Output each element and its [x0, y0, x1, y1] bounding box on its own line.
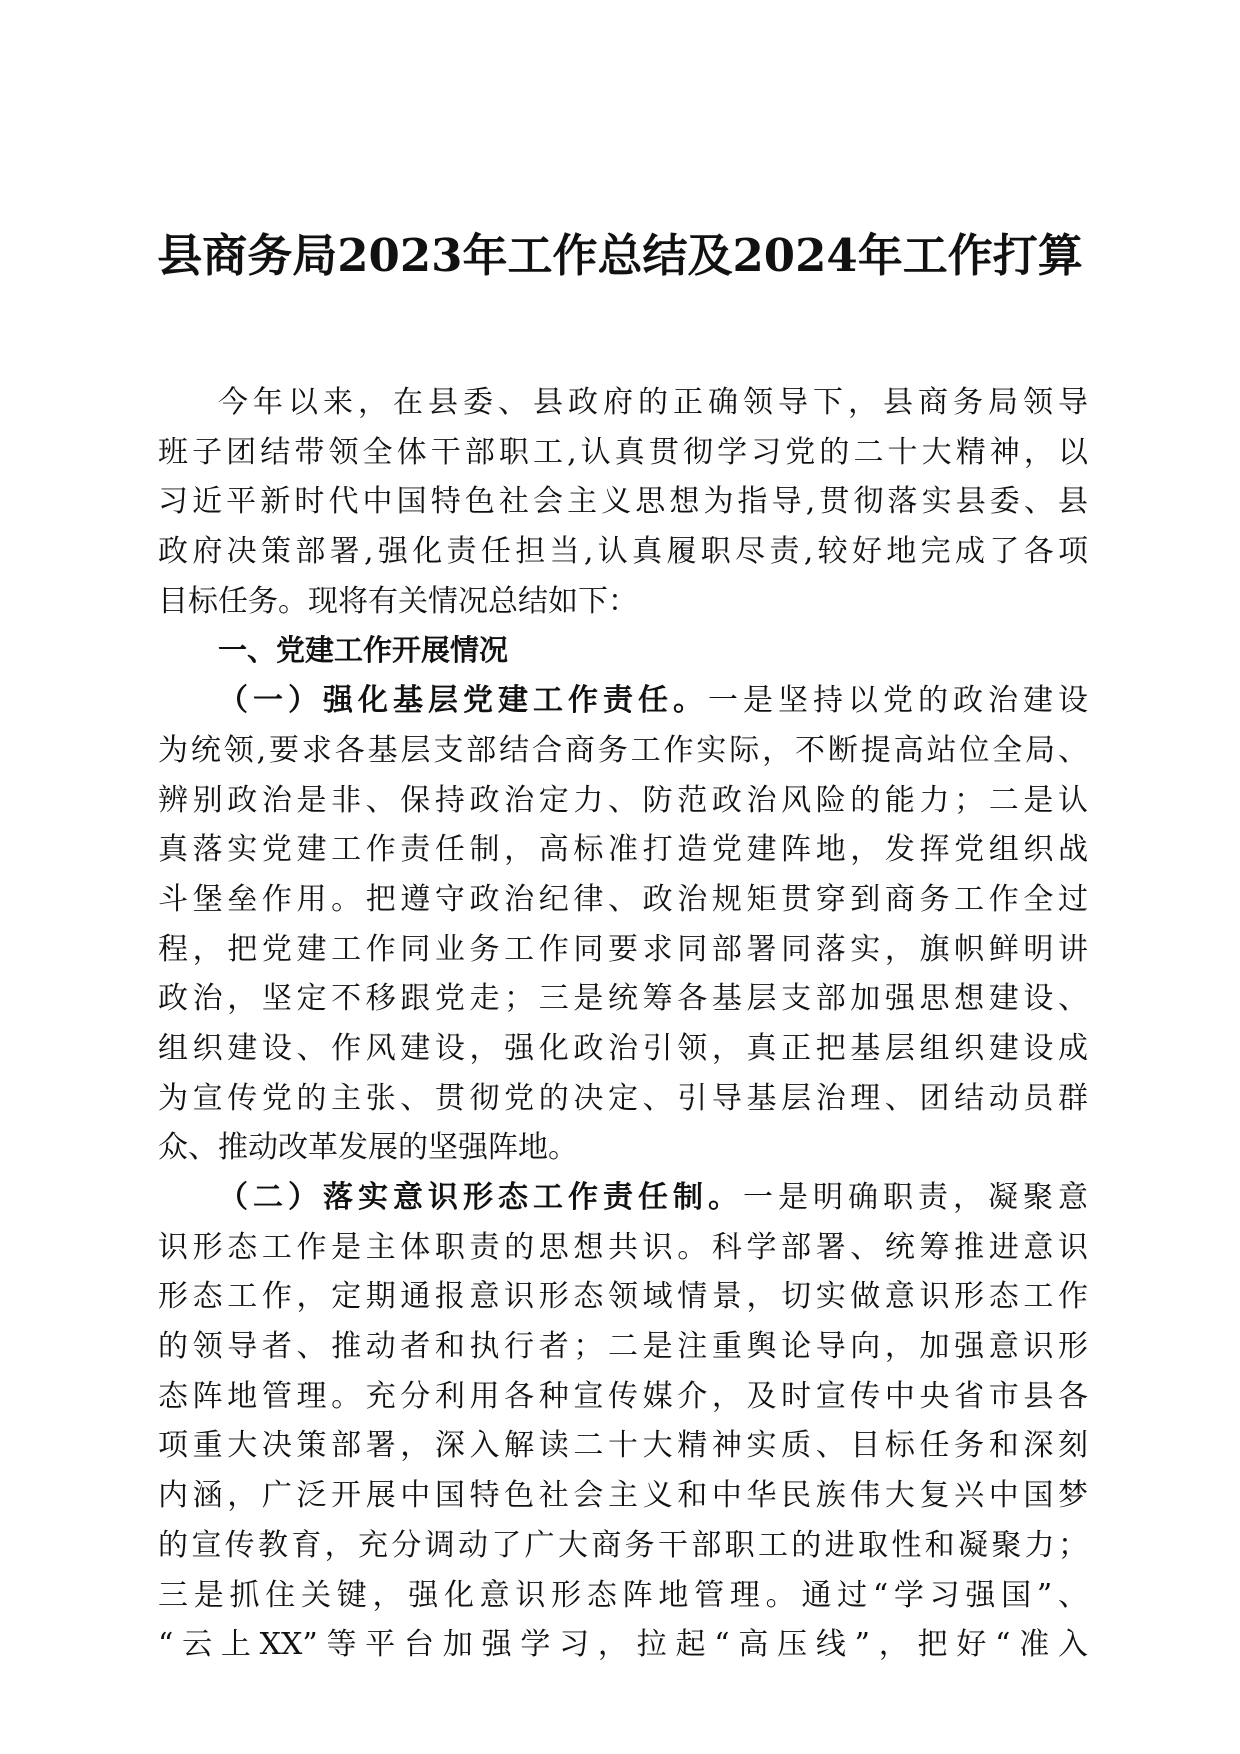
paragraph-line: 众、推动改革发展的坚强阵地。 [158, 1130, 578, 1166]
intro-line: 班子团结带领全体干部职工,认真贯彻学习党的二十大精神，以 [158, 434, 1088, 470]
paragraph-line: 三是抓住关键，强化意识形态阵地管理。通过“学习强国”、 [158, 1577, 1088, 1613]
paragraph-line: 的宣传教育，充分调动了广大商务干部职工的进取性和凝聚力； [158, 1527, 1088, 1563]
paragraph-line: 识形态工作是主体职责的思想共识。科学部署、统筹推进意识 [158, 1229, 1088, 1265]
paragraph-line: 形态工作，定期通报意识形态领域情景，切实做意识形态工作 [158, 1279, 1088, 1315]
subsection-first-line [158, 676, 1088, 726]
paragraph-line: 辨别政治是非、保持政治定力、防范政治风险的能力；二是认 [158, 782, 1088, 818]
paragraph-line: 态阵地管理。充分利用各种宣传媒介，及时宣传中央省市县各 [158, 1378, 1088, 1414]
paragraph-line: 真落实党建工作责任制，高标准打造党建阵地，发挥党组织战 [158, 832, 1088, 868]
paragraph-line: 内涵，广泛开展中国特色社会主义和中华民族伟大复兴中国梦 [158, 1478, 1088, 1514]
paragraph-line: 为宣传党的主张、贯彻党的决定、引导基层治理、团结动员群 [158, 1080, 1088, 1116]
paragraph-line: 政治，坚定不移跟党走；三是统筹各基层支部加强思想建设、 [158, 981, 1088, 1017]
paragraph-line: 组织建设、作风建设，强化政治引领，真正把基层组织建设成 [158, 1030, 1088, 1066]
section-heading: 一、党建工作开展情况 [218, 633, 509, 668]
intro-line: 今年以来，在县委、县政府的正确领导下，县商务局领导 [218, 385, 1088, 420]
subsection-text: 一是明确职责，凝聚意 [743, 1180, 1088, 1215]
document-body [158, 378, 1088, 1670]
paragraph-line: 程，把党建工作同业务工作同要求同部署同落实，旗帜鲜明讲 [158, 931, 1088, 967]
subsection-first-line [158, 1173, 1088, 1223]
intro-line: 习近平新时代中国特色社会主义思想为指导,贯彻落实县委、县 [158, 484, 1088, 520]
document-title: 县商务局2023年工作总结及2024年工作打算 [157, 229, 1083, 282]
intro-line: 政府决策部署,强化责任担当,认真履职尽责,较好地完成了各项 [158, 534, 1088, 570]
paragraph-line: 斗堡垒作用。把遵守政治纪律、政治规矩贯穿到商务工作全过 [158, 881, 1088, 917]
intro-line: 目标任务。现将有关情况总结如下： [158, 583, 638, 619]
subsection-text: 一是坚持以党的政治建设 [708, 683, 1088, 719]
paragraph-line: “云上XX”等平台加强学习，拉起“高压线”，把好“准入 [158, 1627, 1088, 1663]
subsection-title: （二）落实意识形态工作责任制。 [218, 1180, 743, 1215]
paragraph-line: 的领导者、推动者和执行者；二是注重舆论导向，加强意识形 [158, 1329, 1088, 1365]
subsection-title: （一）强化基层党建工作责任。 [218, 683, 708, 719]
paragraph-line: 项重大决策部署，深入解读二十大精神实质、目标任务和深刻 [158, 1428, 1088, 1464]
paragraph-line: 为统领,要求各基层支部结合商务工作实际，不断提高站位全局、 [158, 732, 1088, 768]
